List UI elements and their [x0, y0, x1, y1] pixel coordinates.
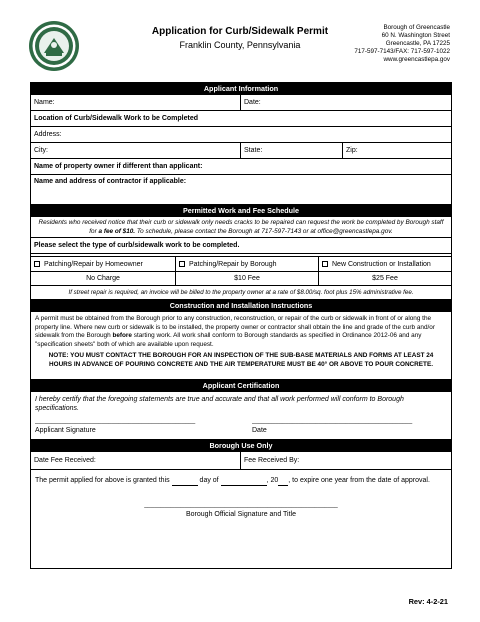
fee-new-construction: $25 Fee — [318, 272, 451, 285]
city-label: City: — [34, 147, 48, 154]
address-line: www.greencastlepa.gov — [383, 56, 450, 63]
signature-labels — [35, 426, 447, 435]
approval-day-blank[interactable] — [172, 478, 198, 486]
fee-notice-amount: a fee of $10. — [98, 227, 136, 235]
select-instruction: Please select the type of curb/sidewalk work to be completed. — [34, 242, 240, 249]
owner-label: Name of property owner if different than applicant: — [34, 163, 203, 170]
fee-notice-contact: To schedule, please contact the Borough at 717-597-7143 or at office@greencastlepa.gov. — [135, 227, 393, 235]
fee-received-by-label: Fee Received By: — [244, 457, 300, 464]
signature-label: Applicant Signature — [35, 427, 96, 434]
fee-notice-text: Residents who received notice that their curb or sidewalk only needs cracks to be repaired can request the work be completed by Borough staff for — [38, 219, 444, 235]
form-title: Application for Curb/Sidewalk Permit — [151, 26, 329, 37]
zip-field[interactable] — [342, 143, 451, 158]
borough-use-heading: Borough Use Only — [31, 440, 451, 452]
contractor-row — [31, 175, 451, 205]
city-state-zip-row — [31, 143, 451, 159]
instructions-body — [31, 312, 451, 380]
address-label: Address: — [34, 131, 62, 138]
certification-heading: Applicant Certification — [31, 380, 451, 392]
option-label: Patching/Repair by Homeowner — [44, 260, 143, 268]
instructions-text-end: starting work. All work shall conform to Borough standards as specified in Ordinance 2012-06 and any "specification sheets" both of which are available upon request. — [35, 332, 422, 348]
address-line: Borough of Greencastle — [383, 24, 450, 31]
borough-address — [354, 24, 450, 64]
street-repair-row — [31, 286, 451, 300]
approval-year-blank[interactable] — [278, 478, 288, 486]
fee-received-row — [31, 452, 451, 470]
state-field[interactable] — [240, 143, 342, 158]
option-label: New Construction or Installation — [332, 260, 431, 268]
permit-form — [30, 82, 452, 569]
approval-text-year: , 20 — [266, 477, 279, 484]
official-signature-label: Borough Official Signature and Title — [186, 511, 296, 518]
address-field[interactable] — [31, 127, 451, 142]
checkbox-icon[interactable] — [179, 261, 185, 267]
revision-label: Rev: 4-2-21 — [408, 597, 448, 606]
instructions-emphasis: before — [112, 332, 132, 340]
address-row — [31, 127, 451, 143]
approval-text-month: day of — [199, 477, 219, 484]
option-borough[interactable] — [175, 257, 318, 271]
work-type-options — [31, 256, 451, 272]
address-line: 717-597-7143/FAX: 717-597-1022 — [354, 48, 450, 55]
form-subtitle: Franklin County, Pennsylvania — [179, 40, 301, 50]
street-repair-note: If street repair is required, an invoice will be billed to the property owner at a rate of $8.00/sq. foot plus 15% administrative fee. — [68, 289, 414, 296]
inspection-note: NOTE: YOU MUST CONTACT THE BOROUGH FOR AN INSPECTION OF THE SUB-BASE MATERIALS AND FORMS AT LEAST 24 HOURS IN ADVANCE OF POURING CONCRETE AND THE AIR TEMPERATURE MUST BE 40° OR ABOVE TO POUR CONCRETE. — [48, 352, 434, 368]
instructions-text-start: A permit must be obtained from the Borough prior to any construction, reconstruction, or repair of the curb or sidewalk in front of or along the property line. Where new curb or sidewalk is to be installed, the property owner or contractor shall obtain the line and grade of the curb and/or sidewalk from the Borough — [35, 315, 435, 340]
fee-received-by-field[interactable] — [240, 452, 451, 469]
fee-homeowner: No Charge — [86, 275, 120, 282]
option-homeowner[interactable] — [31, 257, 175, 271]
certification-body — [31, 392, 451, 440]
name-label: Name: — [34, 99, 55, 106]
approval-text-start: The permit applied for above is granted this — [35, 477, 170, 484]
signature-lines — [35, 417, 447, 426]
address-line: 60 N. Washington Street — [381, 32, 450, 39]
fee-row — [31, 272, 451, 286]
state-label: State: — [244, 147, 263, 154]
certification-statement: I hereby certify that the foregoing statements are true and accurate and that all work performed will conform to Borough specifications. — [35, 396, 404, 412]
owner-field[interactable] — [31, 159, 451, 174]
date-fee-received-field[interactable] — [31, 452, 240, 469]
zip-label: Zip: — [346, 147, 358, 154]
name-field[interactable] — [31, 95, 240, 110]
city-field[interactable] — [31, 143, 240, 158]
contractor-field[interactable] — [31, 175, 451, 204]
owner-row — [31, 159, 451, 175]
contractor-label: Name and address of contractor if applicable: — [34, 178, 187, 185]
approval-statement — [35, 476, 447, 486]
official-signature-line[interactable]: __________________________________________________________ — [144, 502, 338, 508]
applicant-info-heading: Applicant Information — [31, 83, 451, 95]
fee-schedule-heading: Permitted Work and Fee Schedule — [31, 205, 451, 217]
checkbox-icon[interactable] — [34, 261, 40, 267]
signature-line[interactable]: ________________________________________________ — [35, 418, 196, 424]
fee-borough: $10 Fee — [175, 272, 318, 285]
address-line: Greencastle, PA 17225 — [385, 40, 450, 47]
option-new-construction[interactable] — [318, 257, 451, 271]
approval-month-blank[interactable] — [221, 478, 267, 486]
select-row — [31, 238, 451, 254]
date-line[interactable]: ________________________________________________ — [252, 418, 413, 424]
approval-text-end: , to expire one year from the date of approval. — [288, 477, 430, 484]
date-field[interactable] — [240, 95, 451, 110]
instructions-text — [35, 315, 447, 349]
name-date-row — [31, 95, 451, 111]
option-label: Patching/Repair by Borough — [189, 260, 277, 268]
fee-notice — [31, 217, 451, 238]
checkbox-icon[interactable] — [322, 261, 328, 267]
date-fee-received-label: Date Fee Received: — [34, 457, 96, 464]
location-heading: Location of Curb/Sidewalk Work to be Completed — [34, 115, 198, 122]
date-label: Date: — [244, 99, 261, 106]
approval-body — [31, 470, 451, 568]
location-row — [31, 111, 451, 127]
instructions-heading: Construction and Installation Instructions — [31, 300, 451, 312]
date-signed-label: Date — [252, 427, 267, 434]
